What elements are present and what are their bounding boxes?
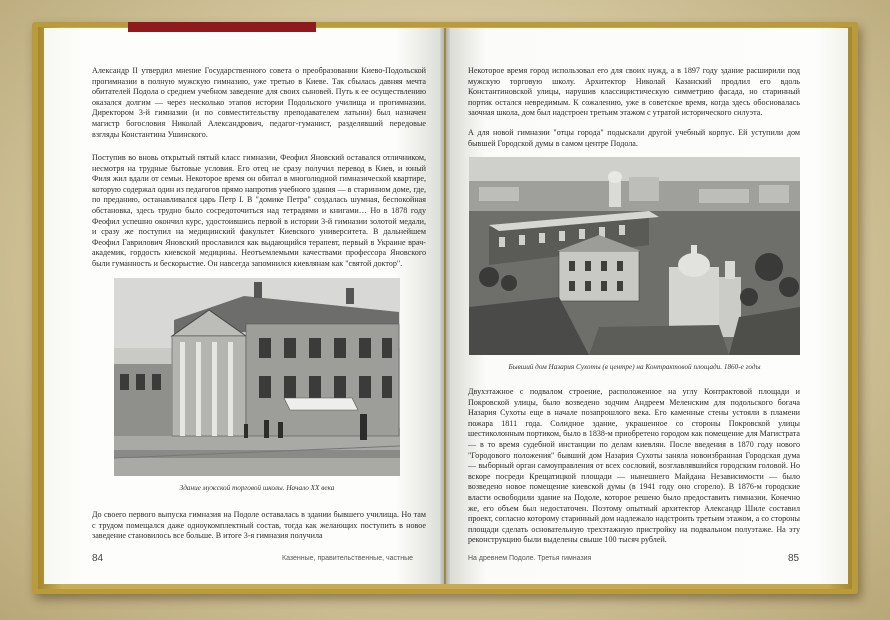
right-paragraph-3: Двухэтажное с подвалом строение, расположенное на углу Контрактовой площади и Покровской улицы, было возведено зодчим Андреем Меленским для подольского богача Назария Сухоты еще в начале позапрошлого века. Его каменные стены устояли в пламени пожара 1811 года. Солидное здание, украшенное со стороны Покровской улицы шестиколонным портиком, было в 1838-м приобретено городом как помещение для Магистрата — в то время судебной инстанции по делам киевлян. После введения в 1870 году нового "Городового положения" бывший дом Назария Сухоты заняла новоизбранная Городская дума — выборный орган самоуправления от всех сословий, возглавлявшийся городским головой. Но вскоре посреди Крещатицкой площади — нынешнего Майдана Независимости — было возведено новое помещение киевской думы (в 1941 году оно сгорело). В 1876-м городские власти освободили здание на Подоле, которое решено было предоставить гимназии. Конечно же, его объем был недостаточен. Поэтому опытный архитектор Александр Шиле составил проект, согласно которому старинный дом надлежало надстроить третьим этажом, а со стороны площади сделать основательную трехэтажную пристройку на подвальном полуэтаже. На эту реконструкцию были выделены свыше 100 тысяч рублей. — [468, 387, 800, 545]
left-paragraph-2: Поступив во вновь открытый пятый класс гимназии, Феофил Яновский оставался отличником, несмотря на трудные бытовые условия. Его отец не сразу получил перевод в Киев, и юный Филя жил вдали от семьи. Некоторое время он обитал в многолюдной гимназической квартире, которую содержал один из педагогов прямо напротив учебного здания — в старинном доме, где, по преданию, останавливался царь Петр I. В "домике Петра" создалась шумная, беспокойная обстановка, здесь трудно было сосредоточиться над тетрадями и книгами… Но в 1878 году Феофил успешно окончил курс, удостоившись первой в истории 3-й гимназии золотой медали, и сразу же поступил на медицинский факультет Киевского университета. В дальнейшем Феофил Гаврилович Яновский прославился как выдающийся терапевт, первый в Украине врач-академик, гордость киевской медицины. Неотъемлемыми качествами профессора Яновского были гуманность и бескорыстие. Он навсегда запомнился киевлянам как "святой доктор". — [92, 153, 426, 268]
left-footer: Казенные, правительственные, частные — [282, 555, 414, 562]
right-paragraph-1: Некоторое время город использовал его для своих нужд, а в 1897 году здание расширили под мужскую торговую школу. Архитектор Николай Казанский продлил его вдоль Константиновской улицы, нарушив классицистическую симметрию фасада, но старинный портик остался невредимым. К сожалению, уже в советское время, когда здесь обосновалась заочная школа, дом был надстроен третьим этажом с утратой исторического силуэта. — [468, 66, 800, 118]
right-footer: На древнем Подоле. Третья гимназия — [468, 555, 592, 562]
left-photo-caption: Здание мужской торговой школы. Начало ХХ века — [179, 484, 335, 492]
right-paragraph-2: А для новой гимназии "отцы города" подыскали другой учебный корпус. Ей уступили дом бывшей Городской думы в самом центре Подола. — [468, 128, 800, 148]
book-gutter — [440, 28, 450, 584]
sukhota-house-photo — [469, 157, 800, 355]
trade-school-photo — [114, 278, 400, 476]
left-paragraph-1: Александр II утвердил мнение Государственного совета о преобразовании Киево-Подольской прогимназии в полную мужскую гимназию, уже третью в Киеве. Так сбылась давняя мечта обитателей Подола о среднем учебном заведение для своих сыновей. Путь к ее осуществлению оказался долгим — через несколько этапов истории Подольского училища и прогимназии. Директором 3-й гимназии (и по совместительству преподавателем латыни) был назначен магистр богословия Николай Александрович, педагог-гуманист, разделявший передовые взгляды Константина Ушинского. — [92, 66, 426, 139]
right-photo-caption: Бывший дом Назария Сухоты (в центре) на Контрактовой площади. 1860-е годы — [508, 363, 761, 371]
left-paragraph-3: До своего первого выпуска гимназия на Подоле оставалась в здании бывшего училища. Но там с трудом помещался даже одноукомплектный состав, тогда как желающих поступить в новое заведение становилось все больше. В итоге 3-я гимназия получила — [92, 510, 426, 541]
right-page-number: 85 — [788, 553, 800, 564]
bookmark-ribbon — [128, 22, 316, 32]
left-page-number: 84 — [92, 553, 104, 564]
